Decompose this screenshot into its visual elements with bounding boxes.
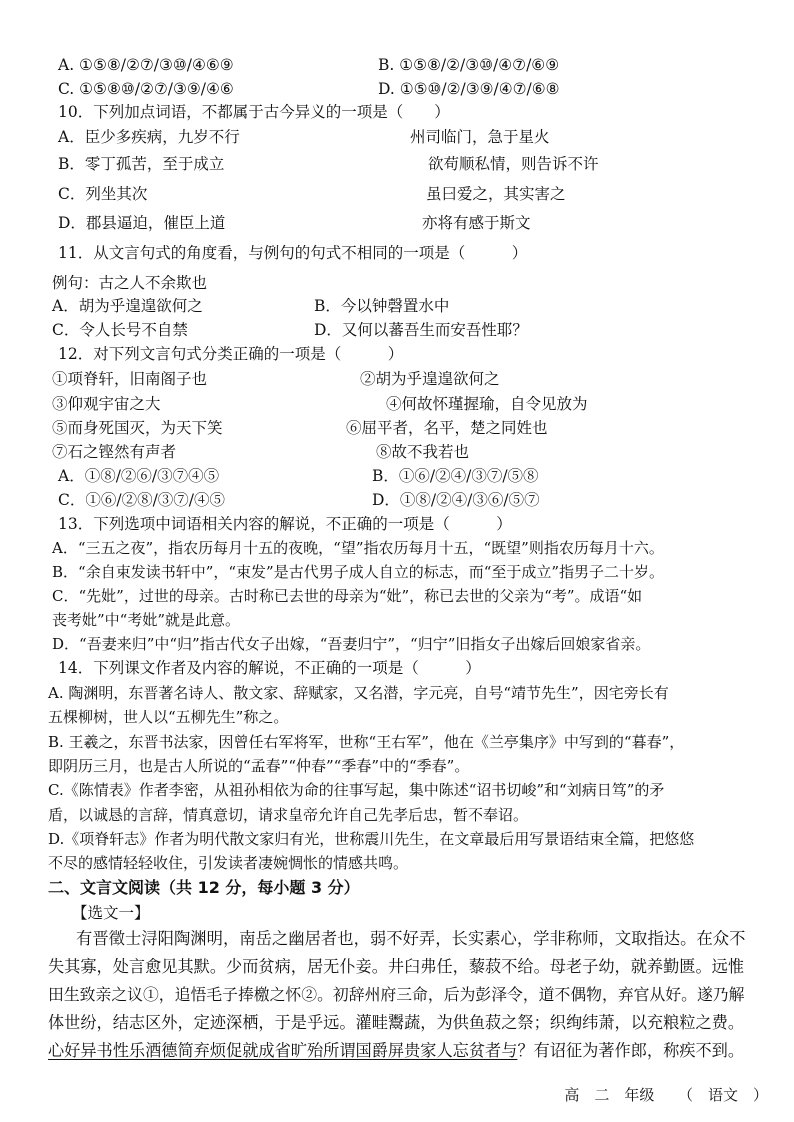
q12-option-d: D．①⑧/②④/③⑥/⑤⑦	[372, 491, 540, 509]
q14-option-b-line2: 即阴历三月，也是古人所说的“孟春”“仲春”“季春”中的“季春”。	[48, 757, 470, 775]
q12-option-c: C．①⑥/②⑧/③⑦/④⑤	[58, 491, 226, 509]
q10-option-b-left: B．零丁孤苦，至于成立	[58, 155, 225, 173]
q10-option-a-left: A．臣少多疾病，九岁不行	[58, 128, 240, 146]
q10-option-d-right: 亦将有感于斯文	[422, 214, 531, 232]
q12-sentence-1: ①项脊轩，旧南阁子也	[52, 370, 208, 388]
q10-option-c-right: 虽曰爱之，其实害之	[426, 185, 566, 203]
q13-option-d: D．“吾妻来归”中“归”指古代女子出嫁，“吾妻归宁”，“归宁”旧指女子出嫁后回娘家省亲。	[52, 635, 651, 653]
passage1-line5	[48, 1040, 744, 1062]
q11-option-a: A．胡为乎遑遑欲何之	[52, 297, 203, 315]
q14-option-c-line1: C.《陈情表》作者李密，从祖孙相依为命的往事写起，集中陈述“诏书切峻”和“刘病日笃”的矛	[48, 781, 665, 799]
passage1-line1: 有晋徵士浔阳陶渊明，南岳之幽居者也，弱不好弄，长实素心，学非称师，文取指达。在众不	[76, 929, 746, 948]
passage1-label: 【选文一】	[72, 904, 150, 922]
q11-option-c: C．令人长号不自禁	[52, 321, 188, 339]
q14-option-a-line1: A. 陶渊明，东晋著名诗人、散文家、辞赋家，又名潜，字元亮，自号“靖节先生”，因宅旁长有	[48, 684, 669, 702]
q12-sentence-6: ⑥屈平者，名平，楚之同姓也	[346, 419, 548, 437]
q12-sentence-3: ③仰观宇宙之大	[52, 395, 161, 413]
q9-option-d: D. ①⑤⑩/②/③⑨/④⑦/⑥⑧	[378, 80, 560, 98]
footer-grade: 高 二 年级	[564, 1086, 655, 1104]
q10-option-b-right: 欲苟顺私情，则告诉不许	[428, 155, 599, 173]
q13-option-c-line2: 丧考妣”中“考妣”就是此意。	[52, 611, 241, 629]
q12-sentence-7: ⑦石之铿然有声者	[52, 443, 177, 461]
q14-option-c-line2: 盾，以诚恳的言辞，情真意切，请求皇帝允许自己先孝后忠，暂不奉诏。	[48, 806, 529, 824]
q11-option-d: D．又何以蕃吾生而安吾性耶？	[314, 321, 528, 339]
q14-option-d-line1: D.《项脊轩志》作者为明代散文家归有光，世称震川先生，在文章最后用写景语结束全篇，把悠悠	[48, 830, 695, 848]
q12-sentence-5: ⑤而身死国灭，为天下笑	[52, 419, 223, 437]
q14-option-a-line2: 五棵柳树，世人以“五柳先生”称之。	[48, 708, 289, 726]
q14-option-d-line2: 不尽的感情轻轻收住，引发读者凄婉惆怅的情感共鸣。	[48, 854, 409, 872]
q14-option-b-line1: B. 王羲之，东晋书法家，因曾任右军将军，世称“王右军”，他在《兰亭集序》中写到的“暮春”，	[48, 733, 685, 751]
passage1-line5-rest: ？有诏征为著作郎，称疾不到。	[517, 1041, 745, 1060]
q12-option-a: A．①⑧/②⑥/③⑦④⑤	[58, 467, 220, 485]
q12-sentence-4: ④何故怀瑾握瑜，自令见放为	[386, 395, 588, 413]
q10-option-c-left: C．列坐其次	[58, 185, 148, 203]
passage1-underlined-sentence: 心好异书性乐酒德简弃烦促就成省旷殆所谓国爵屏贵家人忘贫者与	[48, 1041, 518, 1060]
q13-stem: 13．下列选项中词语相关内容的解说，不正确的一项是（ ）	[58, 515, 512, 533]
section2-heading: 二、文言文阅读（共 12 分，每小题 3 分）	[48, 878, 360, 897]
q14-stem: 14．下列课文作者及内容的解说，不正确的一项是（ ）	[58, 659, 481, 677]
q13-option-b: B．“余自束发读书轩中”，“束发”是古代男子成人自立的标志，而“至于成立”指男子二十岁。	[52, 563, 665, 581]
q9-option-a: A. ①⑤⑧/②⑦/③⑩/④⑥⑨	[58, 56, 234, 74]
passage1-line4: 体世纷，结志区外，定迹深栖，于是乎远。灌畦鬻蔬，为供鱼菽之祭；织绚纬萧，以充粮粒之费。	[48, 1013, 745, 1032]
q9-option-b: B. ①⑤⑧/②/③⑩/④⑦/⑥⑨	[378, 56, 560, 74]
q13-option-c-line1: C．“先妣”，过世的母亲。古时称已去世的母亲为“妣”，称已去世的父亲为“考”。成语“如	[52, 587, 643, 605]
page-footer	[564, 1084, 768, 1105]
q9-option-c: C. ①⑤⑧⑩/②⑦/③⑨/④⑥	[58, 80, 234, 98]
q11-option-b: B．今以钟磬置水中	[314, 297, 450, 315]
passage1-line2: 失其寡，处言愈见其默。少而贫病，居无仆妾。井臼弗任，藜菽不给。母老子幼，就养勤匮。远惟	[48, 957, 745, 976]
footer-subject: （ 语文 ）	[677, 1086, 768, 1104]
q11-example: 例句：古之人不余欺也	[52, 274, 208, 292]
q10-option-d-left: D．郡县逼迫，催臣上道	[58, 214, 226, 232]
q13-option-a: A．“三五之夜”，指农历每月十五的夜晚，“望”指农历每月十五，“既望”则指农历每月十六。	[52, 539, 664, 557]
passage1-line3: 田生致亲之议①，追悟毛子捧檄之怀②。初辞州府三命，后为彭泽令，道不偶物，弃官从好。遂乃解	[48, 985, 745, 1004]
q11-stem: 11．从文言句式的角度看，与例句的句式不相同的一项是（ ）	[58, 244, 528, 262]
q10-option-a-right: 州司临门，急于星火	[410, 128, 550, 146]
q12-stem: 12．对下列文言句式分类正确的一项是（ ）	[58, 345, 404, 363]
q12-option-b: B．①⑥/②④/③⑦/⑤⑧	[372, 467, 539, 485]
q12-sentence-8: ⑧故不我若也	[376, 443, 470, 461]
q12-sentence-2: ②胡为乎遑遑欲何之	[360, 370, 500, 388]
q10-stem: 10．下列加点词语，不都属于古今异义的一项是（ ）	[58, 103, 450, 121]
